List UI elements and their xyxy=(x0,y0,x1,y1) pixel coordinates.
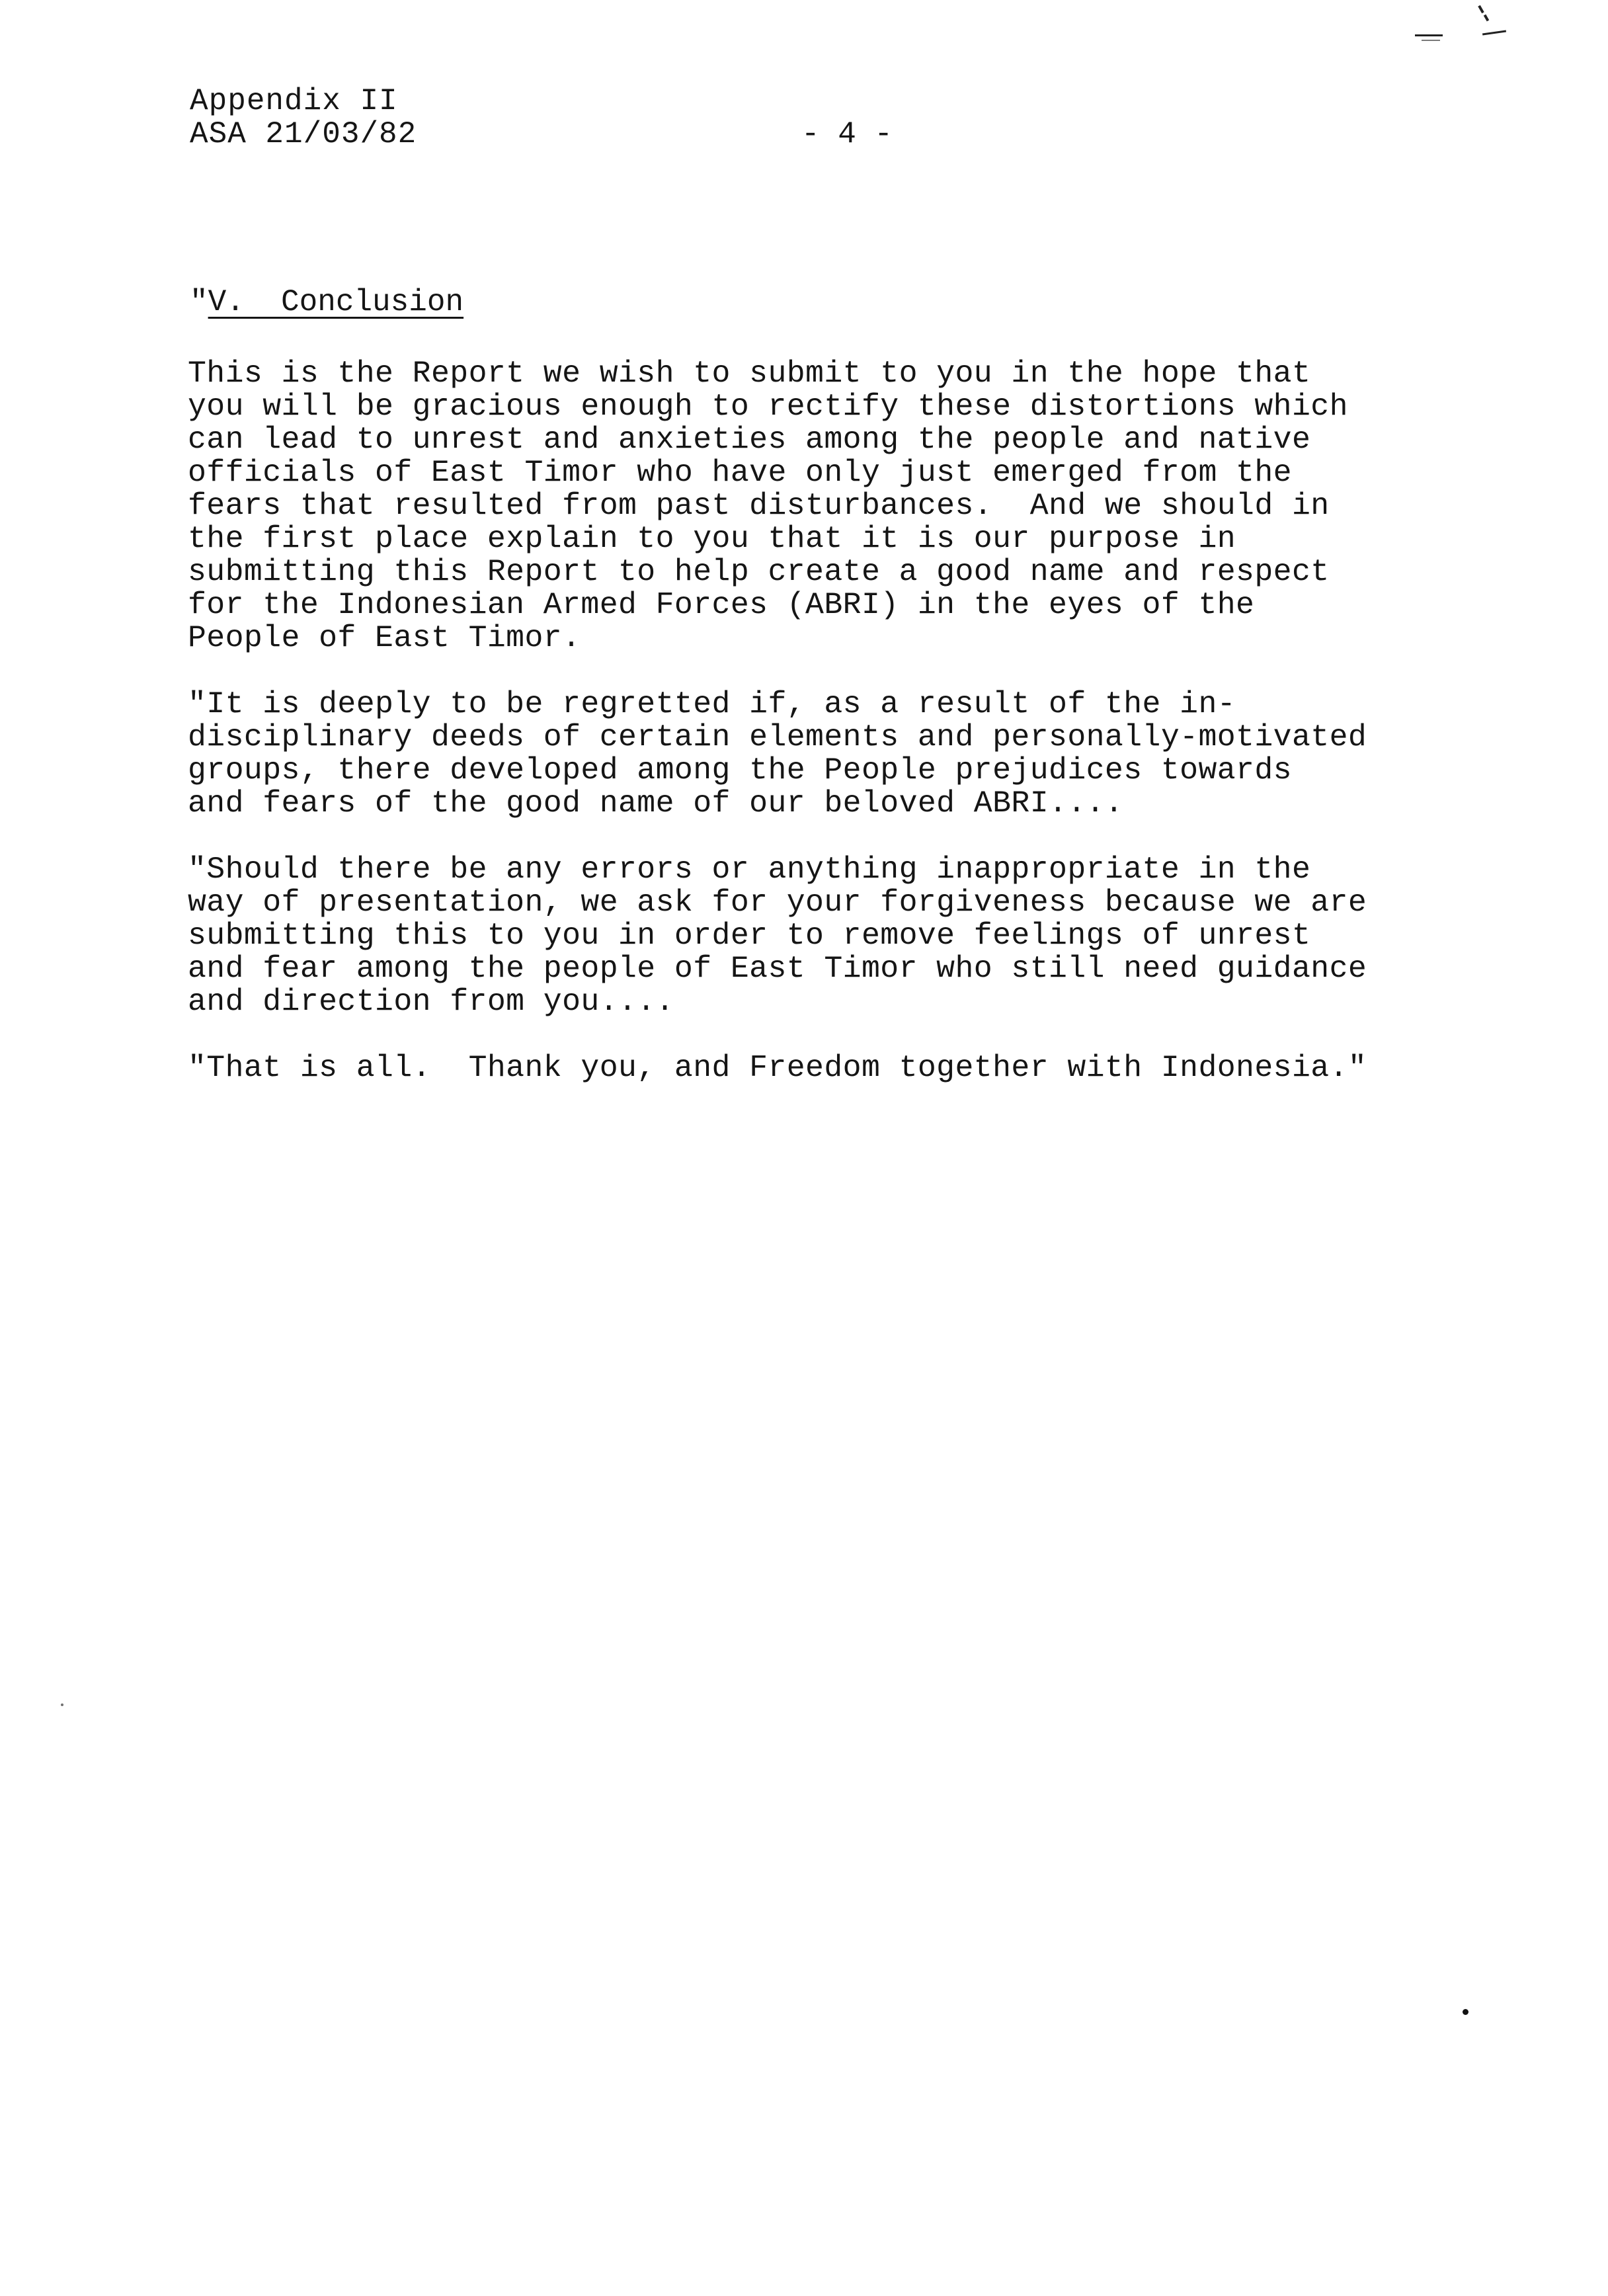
text-line: This is the Report we wish to submit to you in the hope that xyxy=(188,356,1311,391)
scan-mark xyxy=(1484,15,1489,22)
document-header xyxy=(190,85,417,151)
text-line: way of presentation, we ask for your forgiveness because we are xyxy=(188,885,1367,920)
heading-title: V. Conclusion xyxy=(208,285,464,319)
heading-quote-mark: " xyxy=(190,285,208,319)
text-line: and fear among the people of East Timor who still need guidance xyxy=(188,951,1367,986)
text-line: disciplinary deeds of certain elements and personally-motivated xyxy=(188,719,1367,755)
section-heading xyxy=(190,286,463,319)
reference-number: ASA 21/03/82 xyxy=(190,117,417,151)
text-line: submitting this Report to help create a good name and respect xyxy=(188,554,1330,589)
paragraph-closing xyxy=(188,1051,1457,1085)
scan-speck xyxy=(61,1703,63,1706)
page-number: - 4 - xyxy=(801,117,893,151)
text-line: "That is all. Thank you, and Freedom together with Indonesia." xyxy=(188,1050,1367,1085)
scan-mark xyxy=(1415,34,1443,36)
text-line: submitting this to you in order to remove feelings of unrest xyxy=(188,918,1311,953)
paragraph-forgiveness xyxy=(188,853,1457,1018)
text-line: "Should there be any errors or anything inappropriate in the xyxy=(188,852,1311,887)
text-line: People of East Timor. xyxy=(188,620,581,655)
text-line: you will be gracious enough to rectify these distortions which xyxy=(188,389,1348,424)
text-line: groups, there developed among the People prejudices towards xyxy=(188,753,1292,788)
scan-mark xyxy=(1482,30,1506,36)
text-line: officials of East Timor who have only just emerged from the xyxy=(188,455,1292,490)
text-line: the first place explain to you that it is our purpose in xyxy=(188,521,1236,556)
text-line: "It is deeply to be regretted if, as a result of the in- xyxy=(188,686,1236,721)
text-line: and direction from you.... xyxy=(188,984,674,1019)
paragraph-regret xyxy=(188,688,1457,820)
scan-mark xyxy=(1422,40,1440,41)
text-line: fears that resulted from past disturbances. And we should in xyxy=(188,488,1330,523)
text-line: for the Indonesian Armed Forces (ABRI) in the eyes of the xyxy=(188,587,1255,622)
appendix-label: Appendix II xyxy=(190,84,398,118)
scan-mark xyxy=(1478,5,1484,13)
text-line: can lead to unrest and anxieties among the people and native xyxy=(188,422,1311,457)
text-line: and fears of the good name of our beloved ABRI.... xyxy=(188,786,1124,821)
scan-speck xyxy=(1463,2009,1468,2015)
paragraph-report-purpose xyxy=(188,357,1457,655)
